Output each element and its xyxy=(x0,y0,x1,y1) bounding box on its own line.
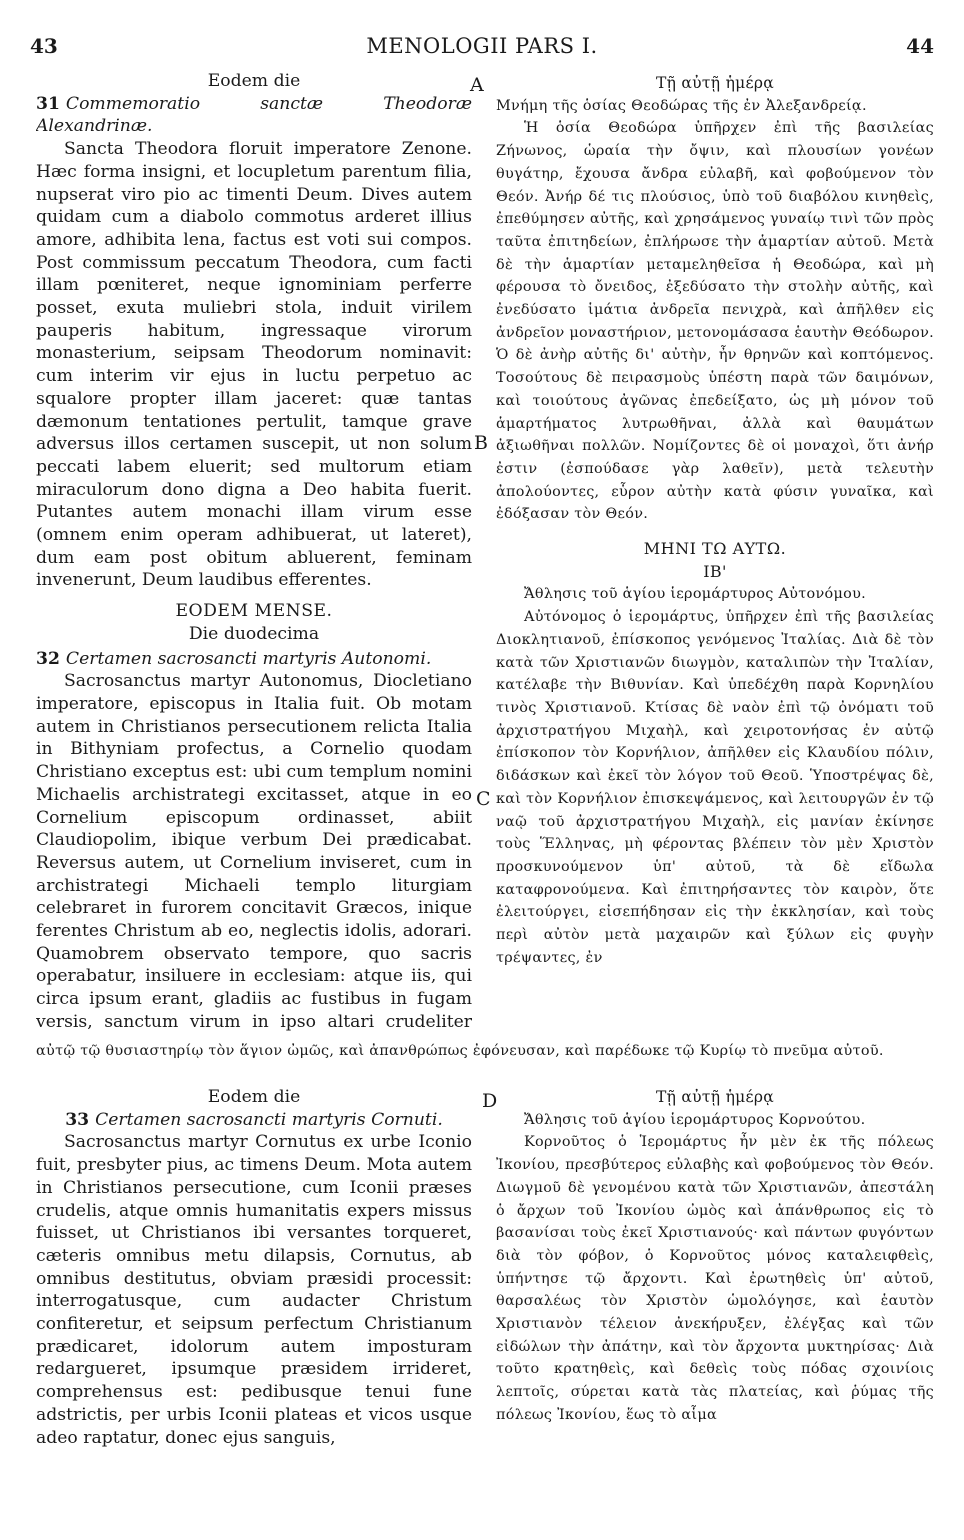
page-number-right: 44 xyxy=(906,34,934,58)
entry-number: 33 xyxy=(65,1109,90,1130)
page-header xyxy=(30,34,934,60)
latin-column-bottom xyxy=(36,1086,472,1526)
margin-marker-b: B xyxy=(474,432,488,454)
section-heading: Eodem die xyxy=(207,71,301,91)
entry-body: Sacrosanctus martyr Cornutus ex urbe Iconio fuit, presbyter pius, ac timens Deum. Mota autem in Christianos persecutione, cum Iconii præses crudelis, atque omnis humanitatis expers missus fuisset, ut Christianos ibi versantes torqueret, cæteris omnibus metu dilapsis, Cornutus, ab omnibus destitutus, obviam præsidi processit: interrogatusque, cum audacter Christum confiteretur, et seipsum perfectum Christianum prædicaret, idolorum autem imposturam redargueret, ipsumque præsidem irrideret, comprehensus est: pedibusque tenui fune adstrictis, per urbis Iconii plateas et vicos usque adeo raptatur, donec ejus sanguis, xyxy=(36,1132,472,1448)
entry-number: 31 xyxy=(36,93,60,114)
margin-marker-c: C xyxy=(476,788,491,810)
section-heading: Eodem die xyxy=(207,1087,301,1107)
greek-column-bottom xyxy=(496,1086,934,1526)
entry-body: Sacrosanctus martyr Autonomus, Diocletiano imperatore, episcopus in Italia fuit. Ob motam autem in Christianos persecutionem relicta Italia in Bithyniam profectus, a Cornelio quodam Christiano exceptus est: ubi cum templum nomini Michaelis archistrategi excitasset, atque in eo Cornelium episcopum ordinasset, abiit Claudiopolim, ibique verbum Dei prædicabat. Reversus autem, ut Cornelium inviseret, cum in archistrategi Michaeli templo liturgiam celebraret in furorem concitavit Græcos, inique ferentes Christum ab eo, neglectis idolis, adorari. Quamobrem observato tempore, quo sacris operabatur, insiluere in ecclesiam: atque iis, qui circa ipsum erant, gladiis ac fustibus in fugam versis, sanctum virum in ipso altari crudeliter xyxy=(36,671,472,1032)
entry-title: Ἄθλησις τοῦ ἁγίου ἱερομάρτυρος Κορνούτου. xyxy=(524,1111,866,1128)
margin-marker-a: A xyxy=(470,74,484,96)
entry-title xyxy=(36,648,472,671)
entry-title-text: Commemoratio sanctæ Theodoræ Alexandrinæ. xyxy=(36,93,472,137)
greek-full-width-line: αὐτῷ τῷ θυσιαστηρίῳ τὸν ἅγιον ὠμῶς, καὶ ἀπανθρώπως ἐφόνευσαν, καὶ παρέδωκε τῷ Κυρίῳ τὸ πνεῦμα αὐτοῦ. xyxy=(36,1043,884,1059)
section-heading: Τῇ αὐτῇ ἡμέρᾳ xyxy=(655,74,775,92)
page-number-left: 43 xyxy=(30,34,58,58)
entry-body: Sancta Theodora floruit imperatore Zenone. Hæc forma insigni, et locupletum parentum filia, nupserat viro pio ac timenti Deum. Dives autem quidam cum a diabolo commotus arderet illius amore, adhibita lena, factus est voti sui compos. Post commissum peccatum Theodora, cum facti illam pœniteret, neque ignominiam perferre posset, exuta muliebri stola, induit virilem pauperis habitum, ingressaque virorum monasterium, seipsam Theodorum nominavit: cum interim vir ejus in luctu perpetuo ac squalore propter illam jaceret: quæ tantas dæmonum tentationes pertulit, tamque grave adversus illos certamen suscepit, ut non solum peccati labem eluerit; sed multorum etiam miraculorum dono digna a Deo habita fuerit. Putantes autem monachi illam virum esse (omnem enim operam adhibuerat, ut lateret), dum eam post obitum abluerent, feminam invenerunt, Deum laudibus efferentes. xyxy=(36,139,472,591)
entry-body: Αὐτόνομος ὁ ἱερομάρτυς, ὑπῆρχεν ἐπὶ τῆς βασιλείας Διοκλητιανοῦ, ἐπίσκοπος γενόμενος Ἰταλίας. Διὰ δὲ τὸν κατὰ τῶν Χριστιανῶν διωγμὸν, καταλιπὼν τὴν Ἰταλίαν, κατέλαβε τὴν Βιθυνίαν. Καὶ ὑπεδέχθη παρὰ Κορνηλίου τινὸς Χριστιανοῦ. Κτίσας δὲ ναὸν ἐπὶ τῷ ὀνόματι τοῦ ἀρχιστρατήγου Μιχαὴλ, καὶ χειροτονήσας ἐν αὐτῷ ἐπίσκοπον τὸν Κορνήλιον, ἀπῆλθεν εἰς Κλαυδίου πόλιν, διδάσκων καὶ ἐκεῖ τὸν λόγον τοῦ Θεοῦ. Ὑποστρέψας δὲ, καὶ τὸν Κορνήλιον ἐπισκεψάμενος, καὶ λειτουργῶν ἐν τῷ ναῷ τοῦ ἀρχιστρατήγου Μιχαὴλ, εἰς μανίαν ἐκίνησε τοὺς Ἕλληνας, μὴ φέροντας βλέπειν τὸν μὲν Χριστὸν προσκυνούμενον ὑπ' αὐτοῦ, τὰ δὲ εἴδωλα καταφρονούμενα. Καὶ ἐπιτηρήσαντες τὸν καιρὸν, ὅτε ἐλειτούργει, εἰσεπήδησαν εἰς τὴν ἐκκλησίαν, καὶ τοὺς περὶ αὐτὸν μετὰ μαχαιρῶν καὶ ξύλων εἰς φυγὴν τρέψαντες, ἐν xyxy=(496,609,934,966)
entry-title-text: Certamen sacrosancti martyris Autonomi. xyxy=(65,648,432,669)
entry-title xyxy=(36,1109,472,1132)
day-heading: ΙΒ' xyxy=(703,561,727,581)
entry-title-text: Certamen sacrosancti martyris Cornuti. xyxy=(95,1109,443,1130)
latin-column-top xyxy=(36,70,472,1036)
section-heading: Τῇ αὐτῇ ἡμέρᾳ xyxy=(655,1088,775,1106)
day-heading: Die duodecima xyxy=(188,623,320,644)
greek-column-top xyxy=(496,72,934,1036)
entry-title: Μνήμη τῆς ὁσίας Θεοδώρας τῆς ἐν Ἀλεξανδρείᾳ. xyxy=(496,97,867,114)
entry-title xyxy=(36,93,472,138)
entry-title: Ἄθλησις τοῦ ἁγίου ἱερομάρτυρος Αὐτονόμου. xyxy=(524,586,866,603)
margin-marker-d: D xyxy=(482,1090,498,1112)
month-heading: EODEM MENSE. xyxy=(175,601,333,622)
entry-body: Ἡ ὁσία Θεοδώρα ὑπῆρχεν ἐπὶ τῆς βασιλείας Ζήνωνος, ὡραία τὴν ὄψιν, καὶ πλουσίων γονέων θυγάτηρ, ἔχουσα ἄνδρα εὐλαβῆ, καὶ φοβούμενον τὸν Θεόν. Ἀνήρ δέ τις πλούσιος, ὑπὸ τοῦ διαβόλου κινηθεὶς, ἐπεθύμησεν αὐτῆς, καὶ χρησάμενος γυναίῳ τινὶ τῶν πρὸς ταῦτα ἐπιτηδείων, ἐπλήρωσε τὴν ἁμαρτίαν αὐτοῦ. Μετὰ δὲ τὴν ἁμαρτίαν μεταμεληθεῖσα ἡ Θεοδώρα, καὶ μὴ φέρουσα τὸ ὄνειδος, ἐξεδύσατο τὴν στολὴν αὐτῆς, καὶ ἐνεδύσατο ἱμάτια ἀνδρεῖα πενιχρὰ, καὶ ἀπῆλθεν εἰς ἀνδρεῖον μοναστήριον, μετονομάσασα ἑαυτὴν Θεόδωρον. Ὁ δὲ ἀνὴρ αὐτῆς δι' αὐτὴν, ἦν θρηνῶν καὶ κοπτόμενος. Τοσούτους δὲ πειρασμοὺς ὑπέστη παρὰ τῶν δαιμόνων, καὶ τοιούτους ἀγῶνας ἐπεδείξατο, ὡς μὴ μόνον τοῦ ἁμαρτήματος λυτρωθῆναι, ἀλλὰ καὶ θαυμάτων ἀξιωθῆναι πολλῶν. Νομίζοντες δὲ οἱ μοναχοὶ, ὅτι ἀνήρ ἐστιν (ἐσπούδασε γὰρ λαθεῖν), μετὰ τελευτὴν ἀπολούοντες, εὗρον αὐτὴν κατὰ φύσιν γυναῖκα, καὶ ἐδόξασαν τὸν Θεόν. xyxy=(496,120,934,523)
running-title: MENOLOGII PARS I. xyxy=(366,34,598,58)
entry-number: 32 xyxy=(36,648,60,669)
month-heading: ΜΗΝΙ ΤΩ ΑΥΤΩ. xyxy=(643,539,787,559)
entry-body: Κορνοῦτος ὁ Ἱερομάρτυς ἦν μὲν ἐκ τῆς πόλεως Ἰκονίου, πρεσβύτερος εὐλαβὴς καὶ φοβούμενος τὸν Θεόν. Διωγμοῦ δὲ γενομένου κατὰ τῶν Χριστιανῶν, ἀπεστάλη ὁ ἄρχων τοῦ Ἰκονίου ὠμὸς καὶ ἀπάνθρωπος εἰς τὸ βασανίσαι τοὺς ἐκεῖ Χριστιανούς· καὶ πάντων φυγόντων διὰ τὸν φόβον, ὁ Κορνοῦτος μόνος καταλειφθεὶς, ὑπήντησε τῷ ἄρχοντι. Καὶ ἐρωτηθεὶς ὑπ' αὐτοῦ, θαρσαλέως τὸν Χριστὸν ὡμολόγησε, καὶ ἑαυτὸν Χριστιανὸν τέλειον ἀνεκήρυξεν, ἐλέγξας καὶ τῶν εἰδώλων τὴν ἀπάτην, καὶ τὸν ἄρχοντα μυκτηρίσας· Διὰ τοῦτο κρατηθεὶς, καὶ δεθεὶς τοὺς πόδας σχοινίοις λεπτοῖς, σύρεται κατὰ τὰς πλατείας, καὶ ῥύμας τῆς πόλεως Ἰκονίου, ἕως τὸ αἷμα xyxy=(496,1134,934,1423)
